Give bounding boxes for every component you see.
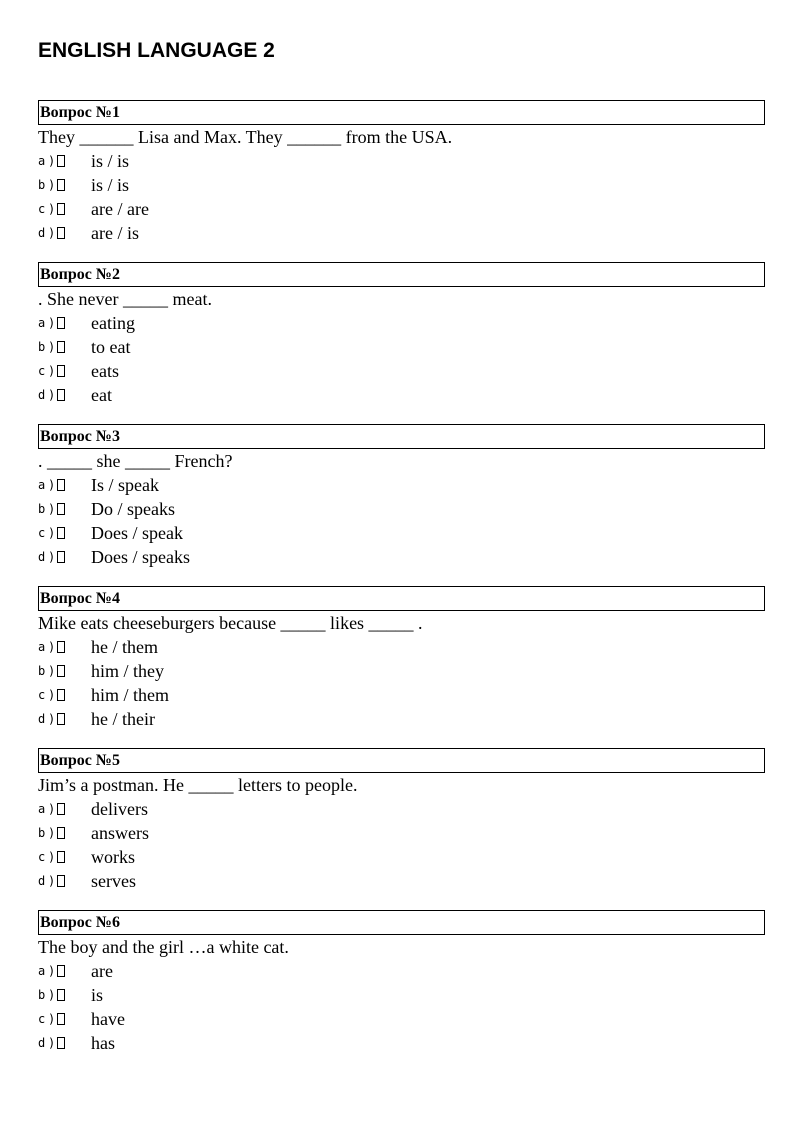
- option-paren: ): [48, 850, 56, 864]
- option-text: him / them: [91, 685, 169, 705]
- answer-option-a[interactable]: [38, 473, 765, 497]
- option-letter: a: [38, 640, 46, 654]
- page-title: ENGLISH LANGUAGE 2: [38, 39, 275, 62]
- option-text: are: [91, 961, 113, 981]
- answer-option-a[interactable]: [38, 311, 765, 335]
- option-paren: ): [48, 712, 56, 726]
- checkbox-icon[interactable]: [57, 713, 65, 725]
- checkbox-icon[interactable]: [57, 965, 65, 977]
- checkbox-icon[interactable]: [57, 689, 65, 701]
- option-paren: ): [48, 988, 56, 1002]
- checkbox-icon[interactable]: [57, 827, 65, 839]
- checkbox-icon[interactable]: [57, 227, 65, 239]
- checkbox-icon[interactable]: [57, 527, 65, 539]
- question-text: Mike eats cheeseburgers because _____ likes _____ .: [38, 613, 423, 633]
- option-letter: d: [38, 388, 46, 402]
- option-text: eating: [91, 313, 135, 333]
- checkbox-icon[interactable]: [57, 341, 65, 353]
- answer-option-c[interactable]: [38, 845, 765, 869]
- option-letter: a: [38, 478, 46, 492]
- question-2: [38, 262, 765, 407]
- question-3: [38, 424, 765, 569]
- option-paren: ): [48, 178, 56, 192]
- option-text: Does / speaks: [91, 547, 190, 567]
- option-text: he / them: [91, 637, 158, 657]
- option-paren: ): [48, 640, 56, 654]
- answer-option-c[interactable]: [38, 359, 765, 383]
- option-text: serves: [91, 871, 136, 891]
- option-letter: b: [38, 502, 46, 516]
- question-text: . _____ she _____ French?: [38, 451, 233, 471]
- option-letter: a: [38, 802, 46, 816]
- question-header: Вопрос №5: [38, 748, 765, 773]
- checkbox-icon[interactable]: [57, 989, 65, 1001]
- answer-option-d[interactable]: [38, 545, 765, 569]
- option-text: Is / speak: [91, 475, 159, 495]
- option-text: eats: [91, 361, 119, 381]
- option-letter: d: [38, 874, 46, 888]
- option-letter: c: [38, 202, 46, 216]
- option-text: answers: [91, 823, 149, 843]
- checkbox-icon[interactable]: [57, 1037, 65, 1049]
- option-text: him / they: [91, 661, 164, 681]
- option-text: is / is: [91, 151, 130, 171]
- answer-option-d[interactable]: [38, 707, 765, 731]
- checkbox-icon[interactable]: [57, 503, 65, 515]
- option-text: delivers: [91, 799, 148, 819]
- option-paren: ): [48, 202, 56, 216]
- option-letter: c: [38, 364, 46, 378]
- question-1: [38, 100, 765, 245]
- option-paren: ): [48, 826, 56, 840]
- answer-option-a[interactable]: [38, 959, 765, 983]
- option-paren: ): [48, 550, 56, 564]
- option-text: are / are: [91, 199, 149, 219]
- option-letter: a: [38, 964, 46, 978]
- option-paren: ): [48, 478, 56, 492]
- answer-option-b[interactable]: [38, 659, 765, 683]
- option-text: is / is: [91, 175, 130, 195]
- option-text: works: [91, 847, 135, 867]
- answer-option-c[interactable]: [38, 521, 765, 545]
- option-text: to eat: [91, 337, 131, 357]
- checkbox-icon[interactable]: [57, 479, 65, 491]
- answer-option-d[interactable]: [38, 869, 765, 893]
- answer-option-b[interactable]: [38, 821, 765, 845]
- answer-option-c[interactable]: [38, 1007, 765, 1031]
- answer-option-d[interactable]: [38, 383, 765, 407]
- answer-option-d[interactable]: [38, 1031, 765, 1055]
- option-text: he / their: [91, 709, 155, 729]
- answer-option-b[interactable]: [38, 335, 765, 359]
- checkbox-icon[interactable]: [57, 665, 65, 677]
- option-letter: b: [38, 178, 46, 192]
- answer-option-d[interactable]: [38, 221, 765, 245]
- option-paren: ): [48, 340, 56, 354]
- option-paren: ): [48, 526, 56, 540]
- question-header: Вопрос №4: [38, 586, 765, 611]
- option-text: have: [91, 1009, 125, 1029]
- option-paren: ): [48, 1036, 56, 1050]
- option-letter: b: [38, 664, 46, 678]
- question-6: [38, 910, 765, 1055]
- option-text: are / is: [91, 223, 139, 243]
- option-letter: c: [38, 688, 46, 702]
- question-text: They ______ Lisa and Max. They ______ from the USA.: [38, 127, 453, 147]
- option-paren: ): [48, 802, 56, 816]
- option-paren: ): [48, 1012, 56, 1026]
- option-text: Do / speaks: [91, 499, 175, 519]
- checkbox-icon[interactable]: [57, 851, 65, 863]
- answer-option-a[interactable]: [38, 635, 765, 659]
- option-letter: c: [38, 526, 46, 540]
- option-letter: d: [38, 1036, 46, 1050]
- option-paren: ): [48, 226, 56, 240]
- question-text: Jim’s a postman. He _____ letters to people.: [38, 775, 358, 795]
- question-4: [38, 586, 765, 731]
- option-paren: ): [48, 316, 56, 330]
- option-paren: ): [48, 364, 56, 378]
- option-letter: d: [38, 226, 46, 240]
- option-text: eat: [91, 385, 112, 405]
- answer-option-b[interactable]: [38, 983, 765, 1007]
- checkbox-icon[interactable]: [57, 155, 65, 167]
- answer-option-a[interactable]: [38, 149, 765, 173]
- option-text: Does / speak: [91, 523, 183, 543]
- option-paren: ): [48, 688, 56, 702]
- option-letter: d: [38, 712, 46, 726]
- checkbox-icon[interactable]: [57, 875, 65, 887]
- answer-option-b[interactable]: [38, 497, 765, 521]
- question-text: . She never _____ meat.: [38, 289, 212, 309]
- option-text: has: [91, 1033, 115, 1053]
- option-letter: c: [38, 850, 46, 864]
- question-header: Вопрос №3: [38, 424, 765, 449]
- checkbox-icon[interactable]: [57, 1013, 65, 1025]
- option-letter: d: [38, 550, 46, 564]
- option-letter: b: [38, 340, 46, 354]
- checkbox-icon[interactable]: [57, 203, 65, 215]
- answer-option-c[interactable]: [38, 683, 765, 707]
- checkbox-icon[interactable]: [57, 317, 65, 329]
- checkbox-icon[interactable]: [57, 551, 65, 563]
- answer-option-a[interactable]: [38, 797, 765, 821]
- option-letter: a: [38, 316, 46, 330]
- answer-option-c[interactable]: [38, 197, 765, 221]
- question-5: [38, 748, 765, 893]
- checkbox-icon[interactable]: [57, 365, 65, 377]
- option-paren: ): [48, 502, 56, 516]
- option-letter: a: [38, 154, 46, 168]
- checkbox-icon[interactable]: [57, 641, 65, 653]
- option-paren: ): [48, 874, 56, 888]
- checkbox-icon[interactable]: [57, 389, 65, 401]
- checkbox-icon[interactable]: [57, 803, 65, 815]
- option-paren: ): [48, 388, 56, 402]
- question-header: Вопрос №1: [38, 100, 765, 125]
- option-paren: ): [48, 154, 56, 168]
- checkbox-icon[interactable]: [57, 179, 65, 191]
- option-letter: c: [38, 1012, 46, 1026]
- option-text: is: [91, 985, 104, 1005]
- question-text: The boy and the girl …a white cat.: [38, 937, 289, 957]
- option-letter: b: [38, 988, 46, 1002]
- answer-option-b[interactable]: [38, 173, 765, 197]
- question-header: Вопрос №6: [38, 910, 765, 935]
- option-paren: ): [48, 664, 56, 678]
- question-header: Вопрос №2: [38, 262, 765, 287]
- option-letter: b: [38, 826, 46, 840]
- option-paren: ): [48, 964, 56, 978]
